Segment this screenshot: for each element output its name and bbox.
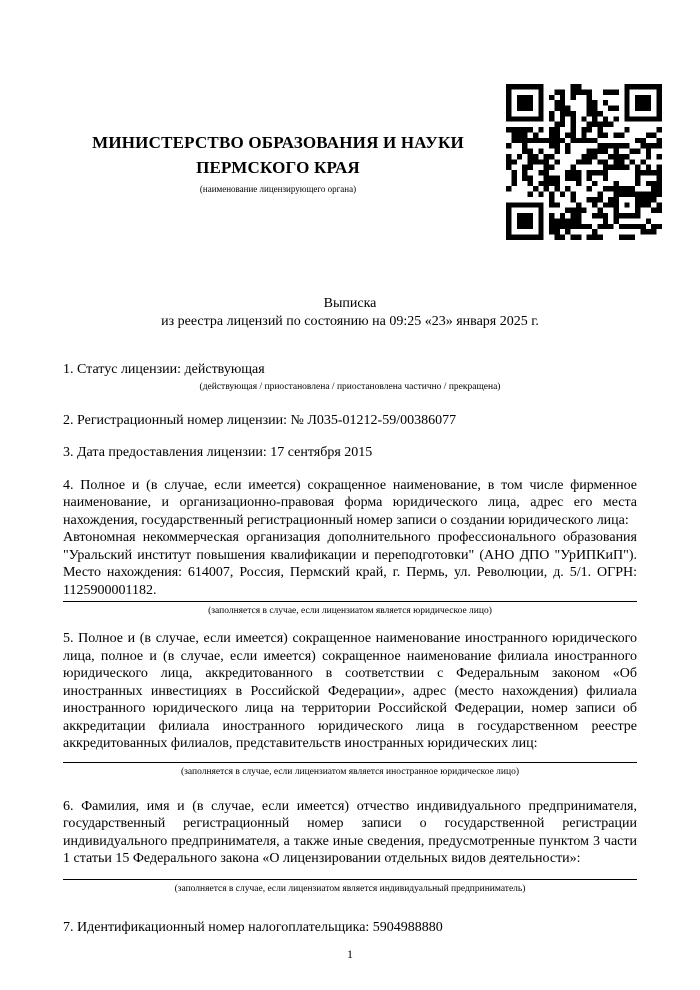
- taxpayer-inn-line: 7. Идентификационный номер налогоплательщика: 5904988880: [63, 919, 443, 935]
- legal-entity-caption: (заполняется в случае, если лицензиатом является юридическое лицо): [208, 606, 492, 616]
- license-status-line: 1. Статус лицензии: действующая: [63, 362, 265, 377]
- document-content: [63, 0, 637, 962]
- foreign-entity-blank-field: [63, 753, 637, 763]
- license-reg-number-line: 2. Регистрационный номер лицензии: № Л035-01212-59/00386077: [63, 412, 457, 428]
- licensing-authority-block: [63, 130, 493, 195]
- licensing-authority-caption: (наименование лицензирующего органа): [199, 184, 357, 194]
- legal-entity-value: Автономная некоммерческая организация дополнительного профессионального образования "Уральский институт повышения квалификации и переподготовки" (АНО ДПО "УрИПКиП"). Место нахождения: 614007, Россия, Пермский край, г. Пермь, ул. Революции, д. 5/1. ОГРН: 1125900001182.: [63, 529, 637, 602]
- license-grant-date-line: 3. Дата предоставления лицензии: 17 сентября 2015: [63, 445, 373, 460]
- foreign-entity-label: 5. Полное и (в случае, если имеется) сокращенное наименование иностранного юридического лица, полное и (в случае, если имеется) сокращенное наименование филиала иностранного юридического лица, аккредитованного в соответствии с Федеральным законом «Об иностранных инвестициях в Российской Федерации», адрес (место нахождения) филиала иностранного юридического лица на территории Российской Федерации, номер записи об аккредитации филиала иностранного юридического лица в государственном реестре аккредитованных филиалов, представительств иностранных юридических лиц:: [63, 631, 637, 751]
- extract-title-block: [63, 295, 637, 331]
- entrepreneur-blank-field: [63, 868, 637, 880]
- extract-title: Выписка: [323, 296, 377, 311]
- foreign-entity-caption: (заполняется в случае, если лицензиатом является иностранное юридическое лицо): [181, 766, 519, 777]
- entrepreneur-caption: (заполняется в случае, если лицензиатом является индивидуальный предприниматель): [174, 883, 526, 894]
- license-status-caption: (действующая / приостановлена / приостановлена частично / прекращена): [199, 381, 501, 392]
- entrepreneur-label: 6. Фамилия, имя и (в случае, если имеется) отчество индивидуального предпринимателя, государственный регистрационный номер записи о государственной регистрации индивидуального предпринимателя, а также иные сведения, предусмотренные пунктом 3 части 1 статьи 15 Федерального закона «О лицензировании отдельных видов деятельности»:: [63, 798, 637, 866]
- page-number: 1: [347, 947, 353, 961]
- ministry-name-line1: МИНИСТЕРСТВО ОБРАЗОВАНИЯ И НАУКИ: [92, 133, 464, 152]
- legal-entity-label: 4. Полное и (в случае, если имеется) сокращенное наименование, в том числе фирменное наименование, и организационно-правовая форма юридического лица, адрес его места нахождения, государственный регистрационный номер записи о создании юридического лица:: [63, 477, 637, 528]
- ministry-name-line2: ПЕРМСКОГО КРАЯ: [196, 158, 360, 177]
- extract-subtitle: из реестра лицензий по состоянию на 09:25 «23» января 2025 г.: [161, 314, 539, 329]
